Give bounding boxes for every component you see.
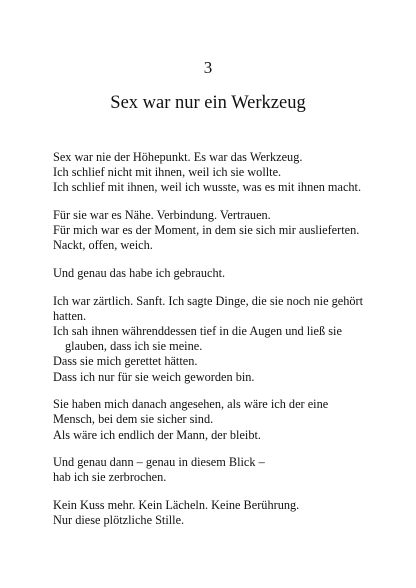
chapter-number: 3 xyxy=(203,58,213,77)
text-line: hatten. xyxy=(53,308,87,323)
text-line: Mensch, bei dem sie sicher sind. xyxy=(53,412,214,427)
text-line: Für mich war es der Moment, in dem sie sich mir auslieferten. xyxy=(53,223,360,238)
text-line: Nur diese plötzliche Stille. xyxy=(53,513,185,528)
text-line: hab ich sie zerbrochen. xyxy=(53,470,167,485)
paragraph-5 xyxy=(53,397,393,443)
text-line: Sie haben mich danach angesehen, als wäre ich der eine xyxy=(53,397,329,412)
text-line: Und genau dann – genau in diesem Blick – xyxy=(53,455,265,470)
chapter-body xyxy=(53,150,393,541)
text-line: Als wäre ich endlich der Mann, der bleibt. xyxy=(53,427,261,442)
paragraph-1 xyxy=(53,150,393,196)
chapter-title: Sex war nur ein Werkzeug xyxy=(110,93,306,113)
text-line: Ich schlief mit ihnen, weil ich wusste, was es mit ihnen macht. xyxy=(53,180,362,195)
paragraph-6 xyxy=(53,455,393,485)
text-line: Dass ich nur für sie weich geworden bin. xyxy=(53,369,255,384)
paragraph-3 xyxy=(53,266,393,281)
paragraph-4 xyxy=(53,294,393,385)
text-line: glauben, dass ich sie meine. xyxy=(65,339,203,354)
paragraph-7 xyxy=(53,498,393,528)
text-line: Dass sie mich gerettet hätten. xyxy=(53,354,198,369)
paragraph-2 xyxy=(53,208,393,254)
text-line: Kein Kuss mehr. Kein Lächeln. Keine Berührung. xyxy=(53,498,300,512)
text-line: Ich sah ihnen währenddessen tief in die Augen und ließ sie xyxy=(53,324,342,338)
text-line: Ich war zärtlich. Sanft. Ich sagte Dinge, die sie noch nie gehört xyxy=(53,293,364,308)
text-line: Sex war nie der Höhepunkt. Es war das Werkzeug. xyxy=(53,150,303,164)
text-line: Und genau das habe ich gebraucht. xyxy=(53,266,226,280)
text-line: Nackt, offen, weich. xyxy=(53,238,153,253)
text-line: Ich schlief nicht mit ihnen, weil ich sie wollte. xyxy=(53,165,282,180)
text-line: Für sie war es Nähe. Verbindung. Vertrauen. xyxy=(53,208,271,222)
